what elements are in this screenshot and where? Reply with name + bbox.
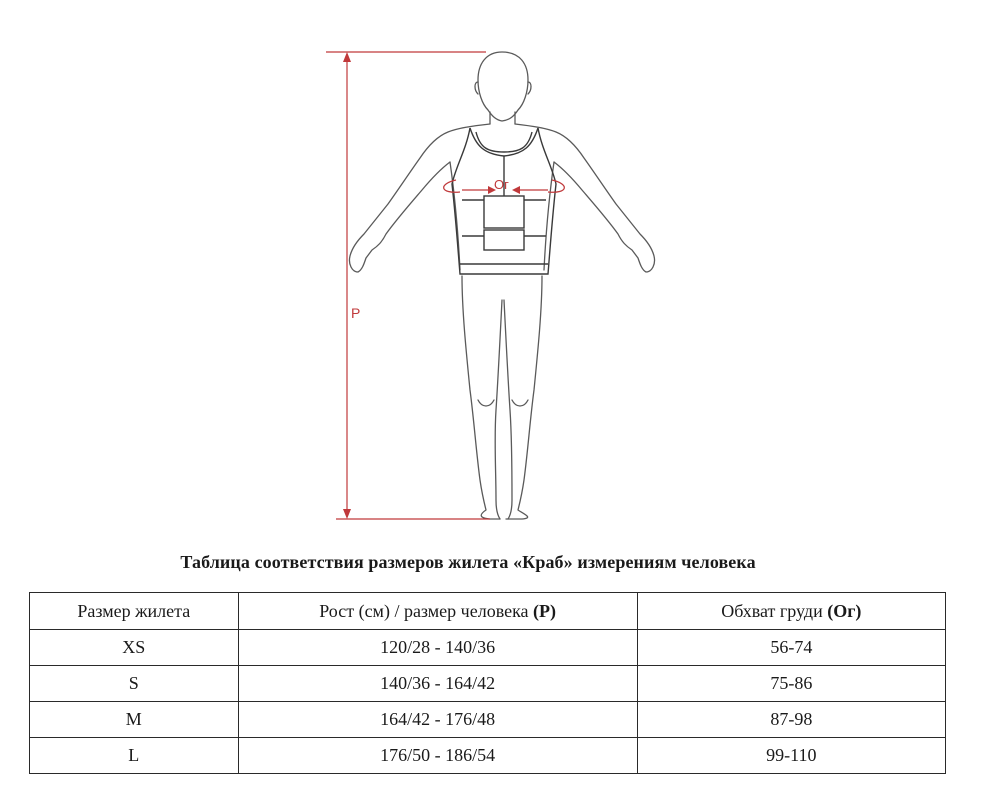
header-size-label: Размер жилета [77, 600, 191, 621]
header-height [238, 593, 637, 630]
height-measure [326, 52, 490, 519]
header-chest [637, 593, 945, 630]
cell-height: 176/50 - 186/54 [238, 738, 637, 774]
left-leg-inner [495, 300, 502, 519]
header-height-label: Рост (см) / размер человека [319, 600, 534, 621]
cell-chest: 75-86 [637, 666, 945, 702]
cell-size: XS [30, 630, 239, 666]
table-row [30, 738, 946, 774]
cell-chest: 56-74 [637, 630, 945, 666]
vest-panel-upper [484, 196, 524, 228]
table-row [30, 630, 946, 666]
cell-chest: 99-110 [637, 738, 945, 774]
header-chest-mark: (Ог) [827, 600, 862, 621]
vest-neckline-inner [476, 132, 532, 152]
vest-body [452, 128, 556, 274]
cell-height: 120/28 - 140/36 [238, 630, 637, 666]
right-knee [512, 400, 528, 406]
left-leg-outer [462, 276, 500, 519]
human-outline [349, 52, 654, 519]
table-title: Таблица соответствия размеров жилета «Краб» измерениям человека [180, 552, 756, 572]
cell-size: M [30, 702, 239, 738]
chest-arrow-right [512, 186, 520, 194]
cell-height: 140/36 - 164/42 [238, 666, 637, 702]
cell-size: S [30, 666, 239, 702]
head-outline [478, 52, 528, 121]
header-chest-label: Обхват груди [721, 600, 828, 621]
vest-outline [452, 128, 556, 274]
height-arrow-bottom [343, 509, 351, 519]
table-row [30, 666, 946, 702]
cell-chest: 87-98 [637, 702, 945, 738]
right-arm [515, 124, 655, 272]
table-header-row [30, 593, 946, 630]
right-leg-inner [504, 300, 512, 519]
table-row [30, 702, 946, 738]
left-arm [349, 124, 490, 272]
cell-size: L [30, 738, 239, 774]
chest-label: Ог [494, 177, 509, 192]
vest-panel-lower [484, 230, 524, 250]
size-table [29, 592, 946, 774]
header-height-mark: (Р) [533, 600, 557, 621]
height-arrow-top [343, 52, 351, 62]
left-knee [478, 400, 494, 406]
header-size [30, 593, 239, 630]
height-label: Р [351, 305, 361, 321]
cell-height: 164/42 - 176/48 [238, 702, 637, 738]
